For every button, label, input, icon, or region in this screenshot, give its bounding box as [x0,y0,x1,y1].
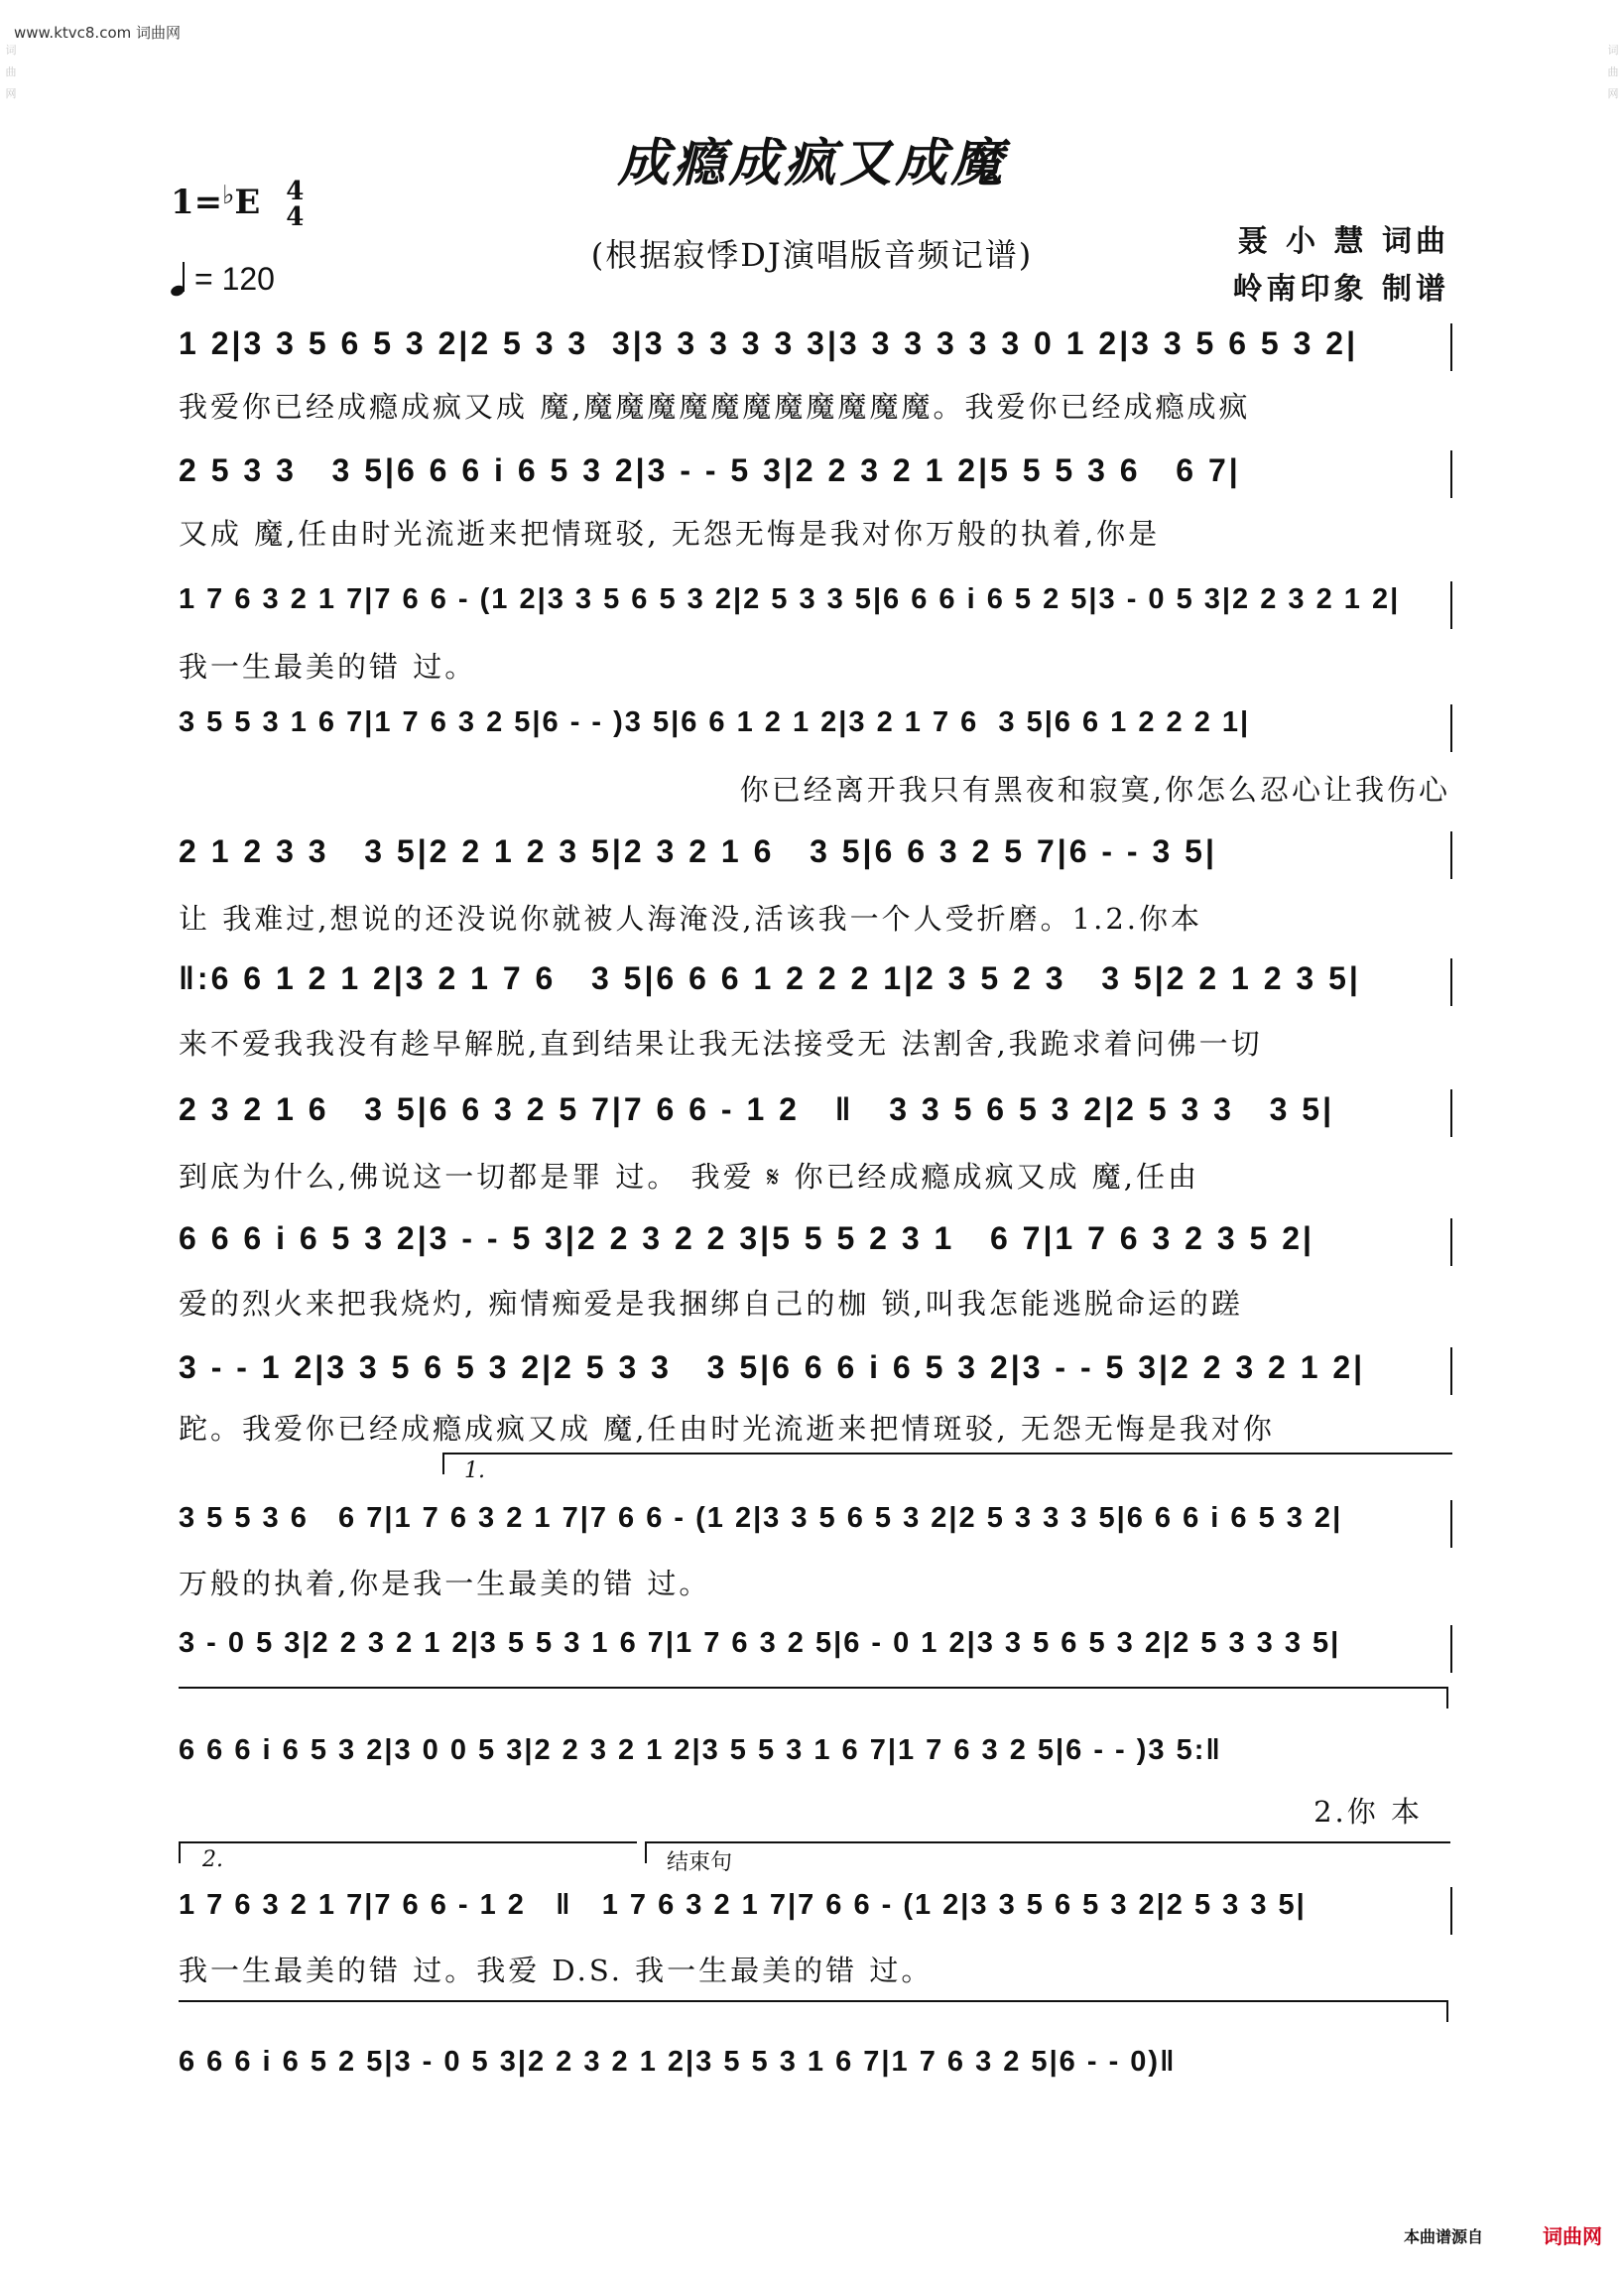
lyric-line: 跎。我爱你已经成瘾成疯又成 魔,任由时光流逝来把情斑驳, 无怨无悔是我对你 [179,1412,1275,1446]
subtitle: (根据寂悸DJ演唱版音频记谱) [590,236,1034,274]
time-top: 4 [286,177,305,206]
notation-line: 3 - 0 5 3|2 2 3 2 1 2|3 5 5 3 1 6 7|1 7 6 3 2 5|6 - 0 1 2|3 3 5 6 5 3 2|2 5 3 3 3 5| [179,1627,1341,1659]
lyric-line: 让 我难过,想说的还没说你就被人海淹没,活该我一个人受折磨。1.2.你本 [179,902,1202,936]
volta-label-1: 1. [464,1458,485,1483]
barline [1450,1347,1452,1395]
song-title: 成瘾成疯又成魔 [617,133,1007,193]
volta-bracket-continuation [179,1687,1448,1708]
site-url: www.ktvc8.com 词曲网 [14,24,182,42]
barline [1450,1887,1452,1935]
lyric-line: 爱的烈火来把我烧灼, 痴情痴爱是我捆绑自己的枷 锁,叫我怎能逃脱命运的蹉 [179,1287,1243,1321]
transcriber-credit: 岭南印象 制谱 [1232,272,1449,307]
notation-line: ‖:6 6 1 2 1 2|3 2 1 7 6 3 5|6 6 6 1 2 2 2 1|2 3 5 2 3 3 5|2 2 1 2 3 5| [179,960,1361,996]
barline [1450,581,1452,629]
coda-bracket [645,1841,1450,1863]
right-watermark: 词曲网 [1607,44,1619,100]
tempo-value: = 120 [194,261,275,297]
volta-bracket-2 [179,1841,637,1863]
notation-line: 3 - - 1 2|3 3 5 6 5 3 2|2 5 3 3 3 5|6 6 6 i 6 5 3 2|3 - - 5 3|2 2 3 2 1 2| [179,1349,1366,1385]
key-prefix: 1= [171,183,223,222]
barline [1450,704,1452,752]
lyric-line: 到底为什么,佛说这一切都是罪 过。 我爱 𝄋 你已经成瘾成疯又成 魔,任由 [179,1160,1199,1194]
notation-line: 1 2|3 3 5 6 5 3 2|2 5 3 3 3|3 3 3 3 3 3|3 3 3 3 3 3 0 1 2|3 3 5 6 5 3 2| [179,325,1359,361]
barline [1450,450,1452,498]
notation-line: 3 5 5 3 6 6 7|1 7 6 3 2 1 7|7 6 6 - (1 2|3 3 5 6 5 3 2|2 5 3 3 3 5|6 6 6 i 6 5 3 2| [179,1502,1343,1534]
footer-source: 本曲谱源自 [1403,2227,1483,2246]
volta-label-2: 2. [202,1847,223,1872]
coda-label: 结束句 [667,1850,733,1875]
lyric-line: 来不爱我我没有趁早解脱,直到结果让我无法接受无 法割舍,我跪求着问佛一切 [179,1027,1263,1061]
left-watermark: 词曲网 [5,44,17,100]
lyric-line: 我一生最美的错 过。 [179,650,477,684]
barline [1450,323,1452,371]
time-signature [286,179,304,230]
notation-line: 2 5 3 3 3 5|6 6 6 i 6 5 3 2|3 - - 5 3|2 2 3 2 1 2|5 5 5 3 6 6 7| [179,452,1241,488]
lyric-line: 2.你 本 [1313,1795,1423,1829]
notation-line: 2 1 2 3 3 3 5|2 2 1 2 3 5|2 3 2 1 6 3 5|6 6 3 2 5 7|6 - - 3 5| [179,833,1217,869]
barline [1450,831,1452,879]
key-note: E [234,183,261,222]
composer-credit: 聂 小 慧 词曲 [1237,224,1449,259]
flat-sign: ♭ [222,181,235,210]
notation-line: 1 7 6 3 2 1 7|7 6 6 - 1 2 ‖ 1 7 6 3 2 1 7|7 6 6 - (1 2|3 3 5 6 5 3 2|2 5 3 3 5| [179,1889,1307,1921]
notation-line: 6 6 6 i 6 5 2 5|3 - 0 5 3|2 2 3 2 1 2|3 5 5 3 1 6 7|1 7 6 3 2 5|6 - - 0)‖ [179,2046,1177,2078]
notation-line: 6 6 6 i 6 5 3 2|3 - - 5 3|2 2 3 2 2 3|5 5 5 2 3 1 6 7|1 7 6 3 2 3 5 2| [179,1220,1314,1256]
notation-line: 1 7 6 3 2 1 7|7 6 6 - (1 2|3 3 5 6 5 3 2|2 5 3 3 5|6 6 6 i 6 5 2 5|3 - 0 5 3|2 2 3 2 1 2| [179,583,1401,615]
coda-bracket-continuation [179,2000,1448,2022]
lyric-line: 我爱你已经成瘾成疯又成 魔,魔魔魔魔魔魔魔魔魔魔魔。我爱你已经成瘾成疯 [179,390,1251,424]
notation-line: 3 5 5 3 1 6 7|1 7 6 3 2 5|6 - - )3 5|6 6 1 2 1 2|3 2 1 7 6 3 5|6 6 1 2 2 2 1| [179,706,1251,738]
barline [1450,1500,1452,1548]
lyric-line: 又成 魔,任由时光流逝来把情斑驳, 无怨无悔是我对你万般的执着,你是 [179,517,1161,551]
barline [1450,958,1452,1006]
volta-bracket-1 [442,1453,1452,1474]
lyric-line: 我一生最美的错 过。我爱 D.S. 我一生最美的错 过。 [179,1954,934,1987]
key-signature [171,179,304,230]
barline [1450,1089,1452,1137]
barline [1450,1625,1452,1673]
barline [1450,1218,1452,1266]
notation-line: 2 3 2 1 6 3 5|6 6 3 2 5 7|7 6 6 - 1 2 ‖ 3 3 5 6 5 3 2|2 5 3 3 3 5| [179,1091,1335,1127]
footer-brand-link[interactable]: 词曲网 [1543,2224,1602,2248]
notation-line: 6 6 6 i 6 5 3 2|3 0 0 5 3|2 2 3 2 1 2|3 5 5 3 1 6 7|1 7 6 3 2 5|6 - - )3 5:‖ [179,1734,1222,1766]
lyric-line: 万般的执着,你是我一生最美的错 过。 [179,1567,711,1600]
time-bottom: 4 [286,202,305,232]
lyric-line: 你已经离开我只有黑夜和寂寞,你怎么忍心让我伤心 [739,773,1450,807]
